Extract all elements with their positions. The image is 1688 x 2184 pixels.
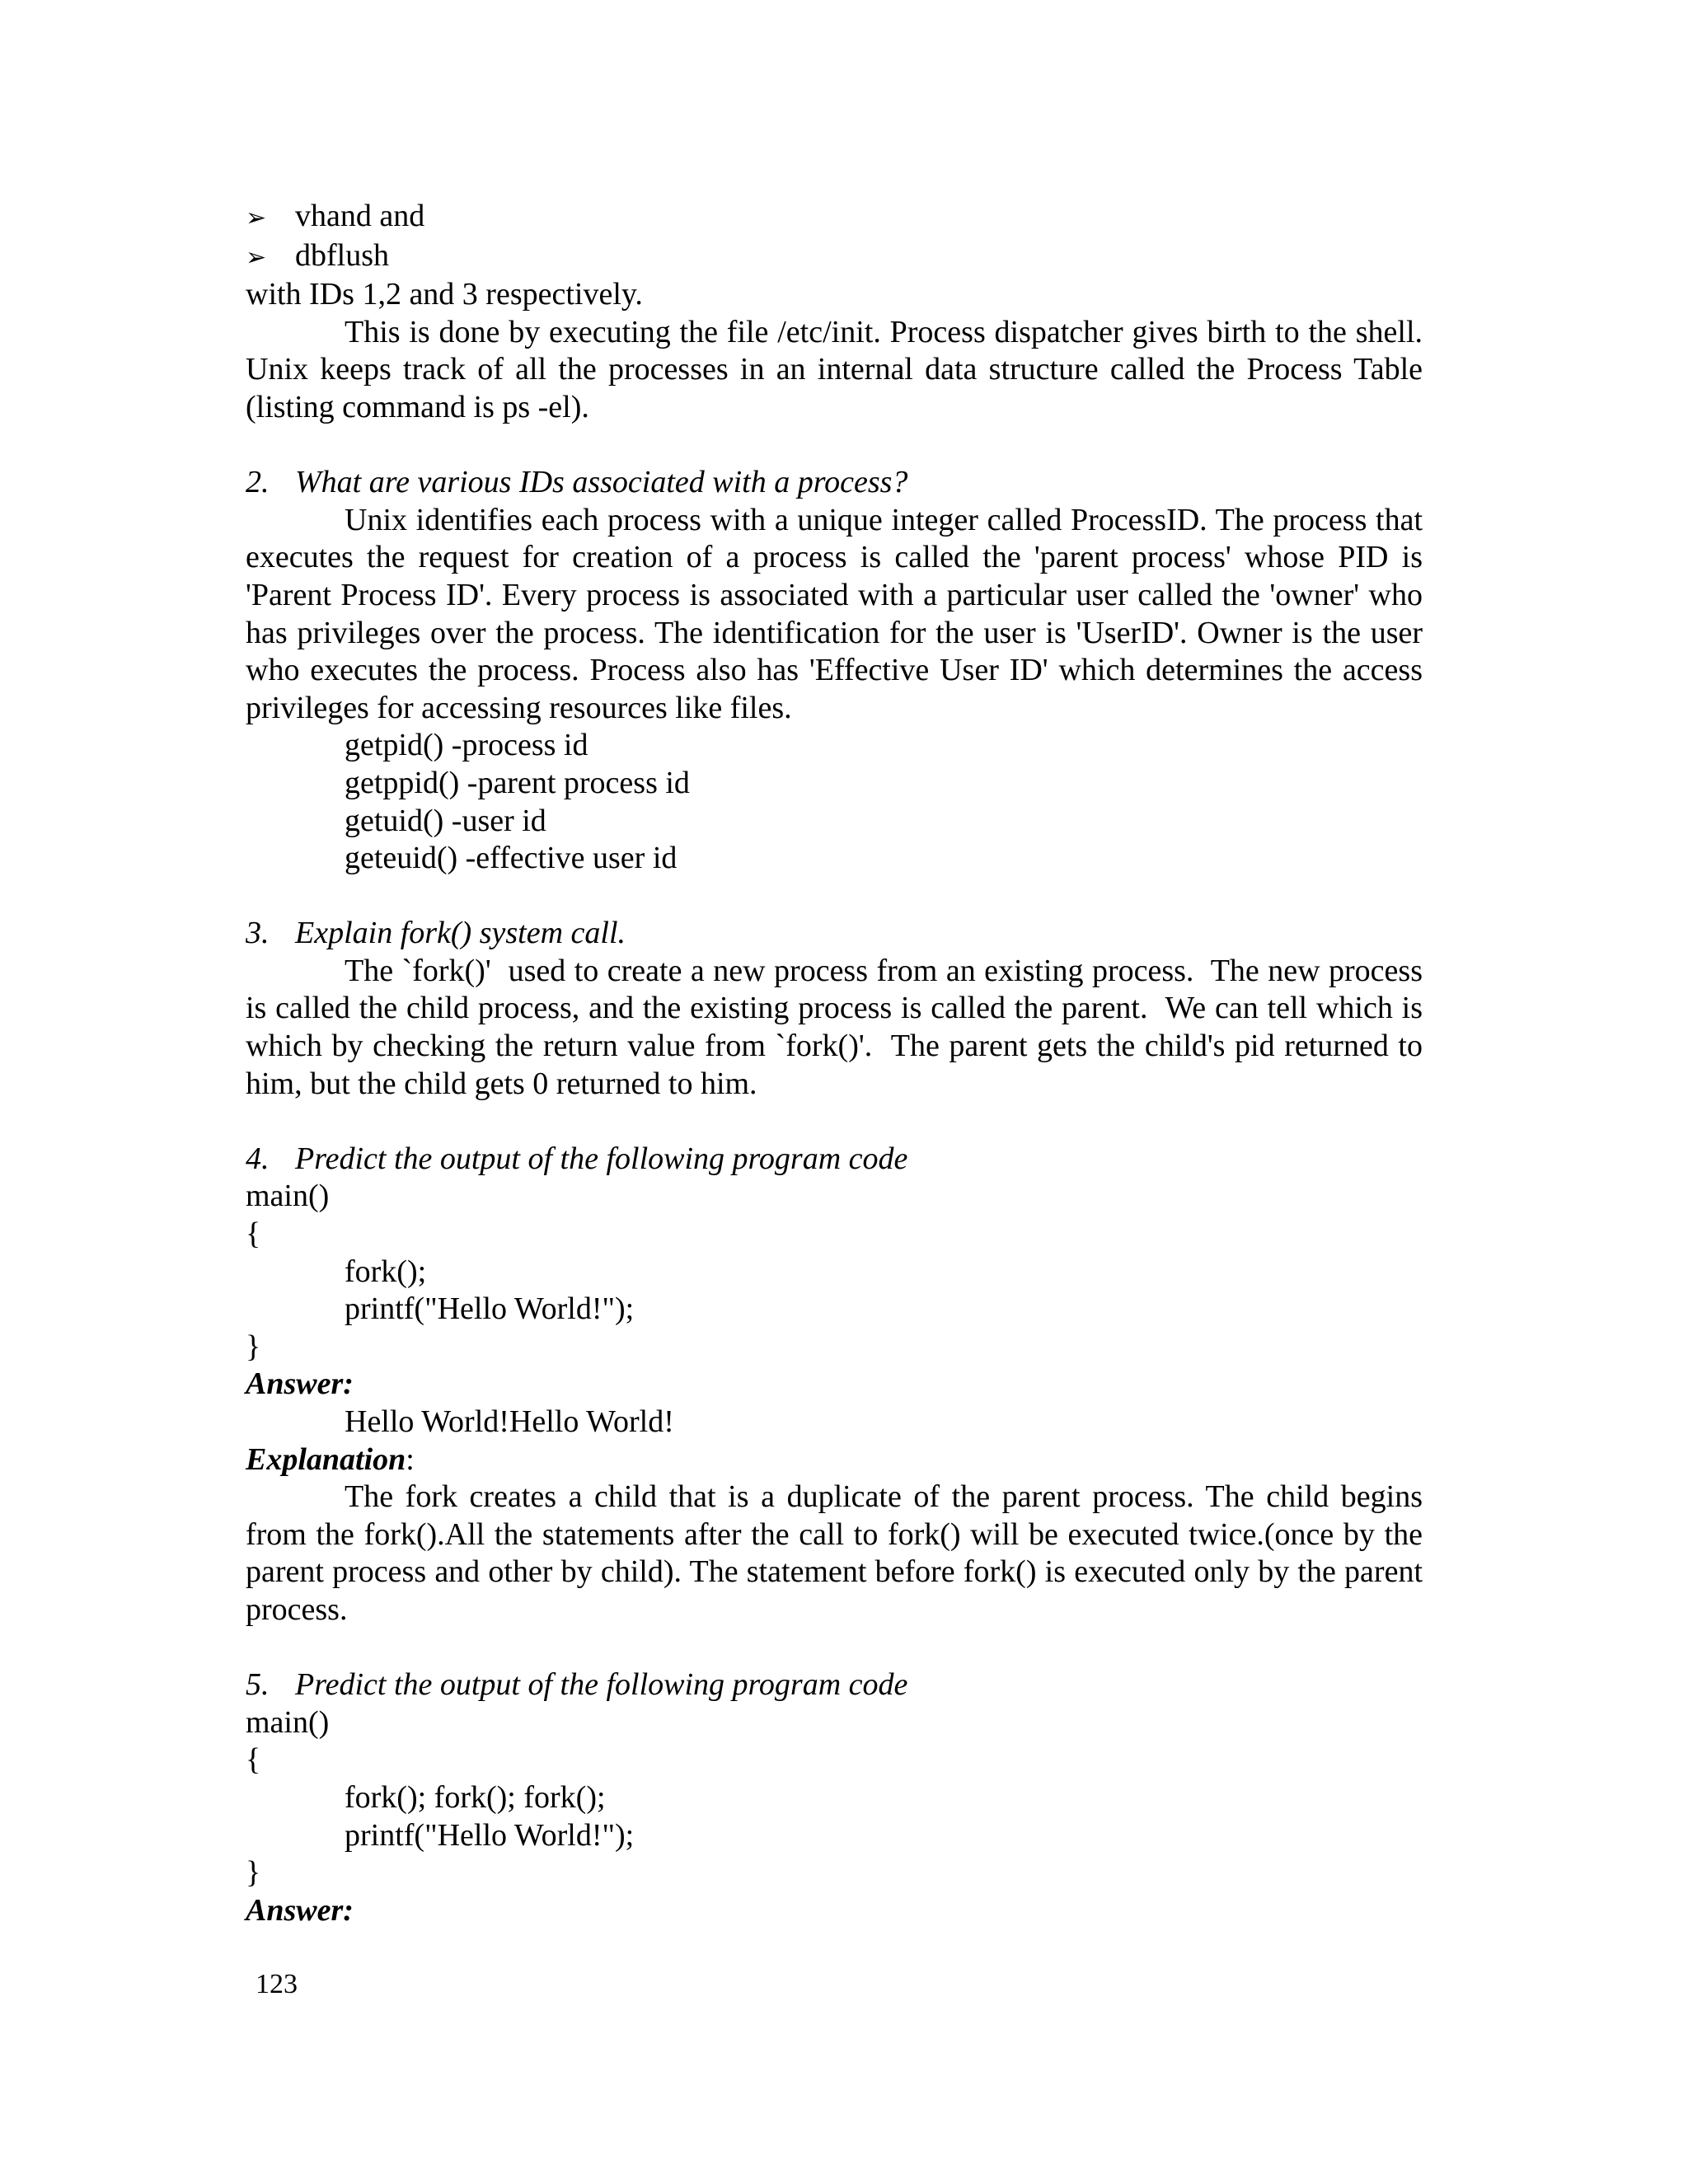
question-text: Predict the output of the following program code (295, 1141, 908, 1176)
arrow-bullet-icon: ➢ (246, 204, 267, 232)
question-2-heading (246, 464, 1423, 502)
bullet-item (246, 237, 1423, 277)
call-line: getpid() -process id (345, 728, 588, 763)
spacer (246, 427, 1423, 465)
code-line: printf("Hello World!"); (345, 1291, 635, 1327)
code-line: main() (246, 1179, 330, 1214)
bullet-text: dbflush (295, 237, 389, 273)
call-line: getuid() -user id (345, 803, 546, 838)
question-text: What are various IDs associated with a process? (295, 465, 908, 500)
question-text: Explain fork() system call. (295, 916, 626, 951)
bullet-item (246, 198, 1423, 237)
explanation-colon: : (406, 1441, 415, 1477)
question-4-heading (246, 1141, 1423, 1179)
document-page (246, 198, 1431, 1929)
question-2-paragraph: Unix identifies each process with a unique integer called ProcessID. The process that executes the request for creation of a process is called the 'parent process' whose PID is 'Parent Process ID'. Every process is associated with a particular user called the 'owner' who has privileges over the process. The identification for the user is 'UserID'. Owner is the user who executes the process. Process also has 'Effective User ID' which determines the access privileges for accessing resources like files. (246, 502, 1423, 725)
spacer (246, 1103, 1423, 1141)
question-number: 2. (246, 465, 270, 500)
code-line: } (246, 1855, 261, 1891)
intro-tail: with IDs 1,2 and 3 respectively. (246, 277, 643, 312)
code-line: main() (246, 1704, 330, 1740)
bullet-text: vhand and (295, 199, 425, 233)
question-number: 4. (246, 1141, 270, 1176)
call-line: getppid() -parent process id (345, 765, 690, 800)
code-line: } (246, 1329, 261, 1364)
explanation-heading (246, 1441, 1423, 1479)
question-number: 5. (246, 1667, 270, 1703)
answer-text: Hello World!Hello World! (345, 1404, 674, 1439)
explanation-paragraph: The fork creates a child that is a duplicate of the parent process. The child begins from the fork().All the statements after the call to fork() will be executed twice.(once by the parent process and other by child). The statement before fork() is executed only by the parent process. (246, 1479, 1423, 1627)
code-line: printf("Hello World!"); (345, 1817, 635, 1853)
call-line: geteuid() -effective user id (345, 841, 678, 876)
code-line: fork(); fork(); fork(); (345, 1779, 606, 1815)
answer-label: Answer: (246, 1366, 354, 1402)
question-3-paragraph: The `fork()' used to create a new process from an existing process. The new process is called the child process, and the existing process is called the parent. We can tell which is which by checking the return value from `fork()'. The parent gets the child's pid returned to him, but the child gets 0 returned to him. (246, 953, 1431, 1101)
intro-paragraph: This is done by executing the file /etc/init. Process dispatcher gives birth to the shell. Unix keeps track of all the processes in an internal data structure called the Process Table (listing command is ps -el). (246, 314, 1423, 424)
arrow-bullet-icon: ➢ (246, 242, 267, 272)
question-text: Predict the output of the following program code (295, 1667, 908, 1703)
explanation-label: Explanation (246, 1441, 406, 1477)
question-5-heading (246, 1666, 1423, 1704)
spacer (246, 1629, 1423, 1667)
question-3-heading (246, 915, 1423, 953)
code-line: { (246, 1216, 261, 1252)
code-line: fork(); (345, 1254, 427, 1289)
spacer (246, 878, 1423, 916)
answer-label: Answer: (246, 1892, 354, 1928)
question-number: 3. (246, 916, 270, 951)
page-number: 123 (256, 1969, 298, 1999)
code-line: { (246, 1742, 261, 1778)
